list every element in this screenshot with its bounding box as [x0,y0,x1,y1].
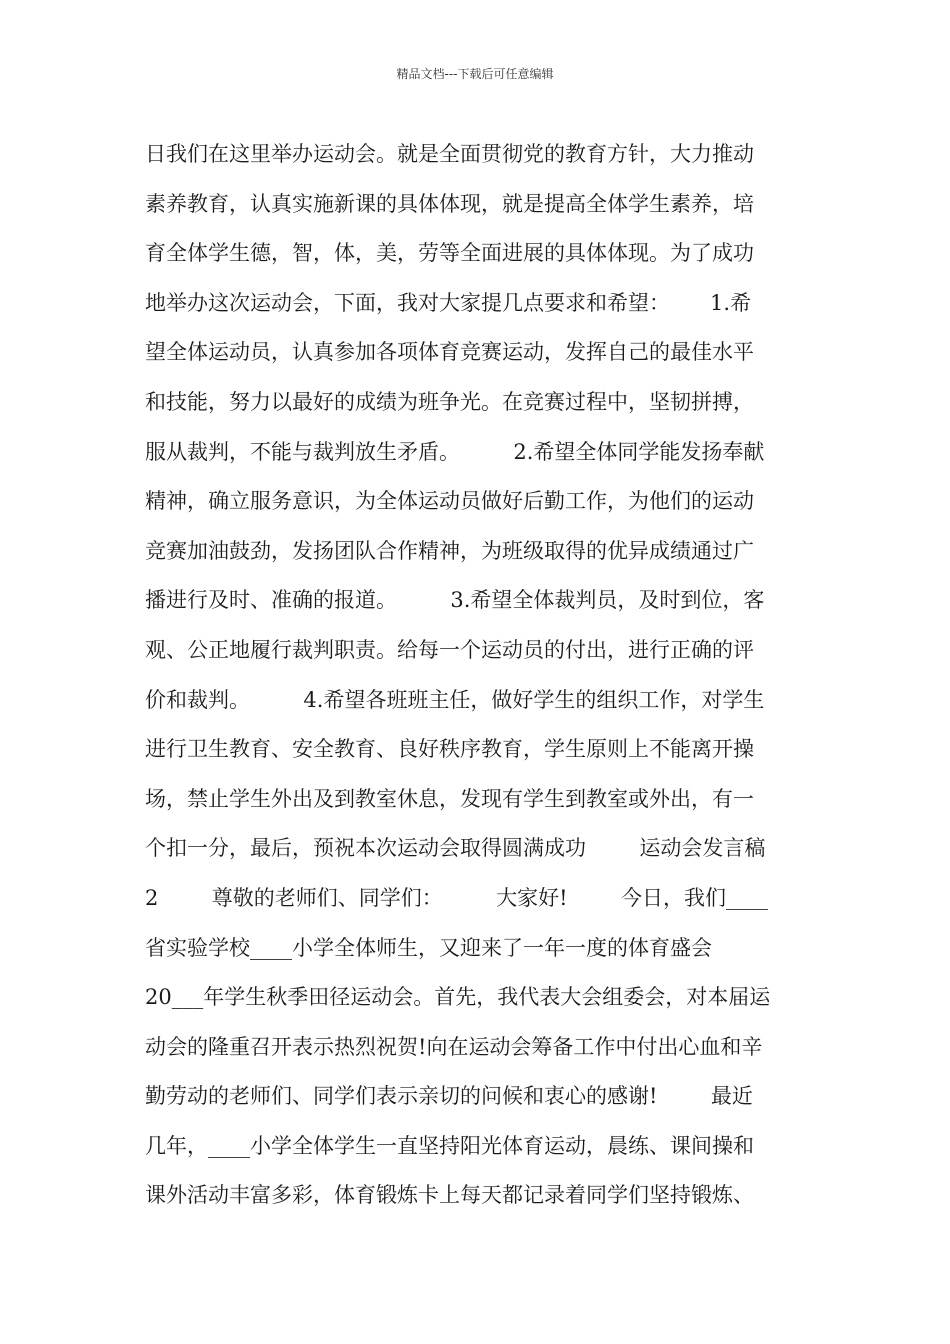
text-line: 望全体运动员，认真参加各项体育竞赛运动，发挥自己的最佳水平 [145,340,754,365]
text-line: 几年，____小学全体学生一直坚持阳光体育运动，晨练、课间操和 [145,1133,754,1158]
text-line: 素养教育，认真实施新课的具体体现，就是提高全体学生素养，培 [145,191,754,216]
text-line: 场，禁止学生外出及到教室休息，发现有学生到教室或外出，有一 [145,786,754,811]
text-line: 勤劳动的老师们、同学们表示亲切的问候和衷心的感谢! 最近 [145,1084,753,1109]
text-line: 价和裁判。 4.希望各班班主任，做好学生的组织工作，对学生 [145,687,765,712]
text-line: 2 尊敬的老师们、同学们： 大家好! 今日，我们____ [145,885,769,910]
text-line: 省实验学校____小学全体师生，又迎来了一年一度的体育盛会 [145,935,712,960]
text-line: 进行卫生教育、安全教育、良好秩序教育，学生原则上不能离开操 [145,737,754,762]
text-line: 20___年学生秋季田径运动会。首先，我代表大会组委会，对本届运 [145,985,771,1010]
text-line: 竞赛加油鼓劲，发扬团队合作精神，为班级取得的优异成绩通过广 [145,538,754,563]
document-body [145,130,807,1221]
text-line: 个扣一分，最后，预祝本次运动会取得圆满成功 运动会发言稿 [145,836,766,861]
text-line: 动会的隆重召开表示热烈祝贺!向在运动会筹备工作中付出心血和辛 [145,1034,763,1059]
text-line: 精神，确立服务意识，为全体运动员做好后勤工作，为他们的运动 [145,489,754,514]
text-line: 播进行及时、准确的报道。 3.希望全体裁判员，及时到位，客 [145,588,765,613]
page-header: 精品文档---下载后可任意编辑 [396,67,554,81]
text-line: 地举办这次运动会，下面，我对大家提几点要求和希望： 1.希 [145,290,752,315]
text-line: 育全体学生德，智，体，美，劳等全面进展的具体体现。为了成功 [145,241,754,266]
text-line: 和技能，努力以最好的成绩为班争光。在竞赛过程中，坚韧拼搏， [145,389,754,414]
text-line: 观、公正地履行裁判职责。给每一个运动员的付出，进行正确的评 [145,637,754,662]
text-line: 服从裁判，不能与裁判放生矛盾。 2.希望全体同学能发扬奉献 [145,439,765,464]
text-line: 课外活动丰富多彩，体育锻炼卡上每天都记录着同学们坚持锻炼、 [145,1183,754,1208]
text-line: 日我们在这里举办运动会。就是全面贯彻党的教育方针，大力推动 [145,142,754,166]
